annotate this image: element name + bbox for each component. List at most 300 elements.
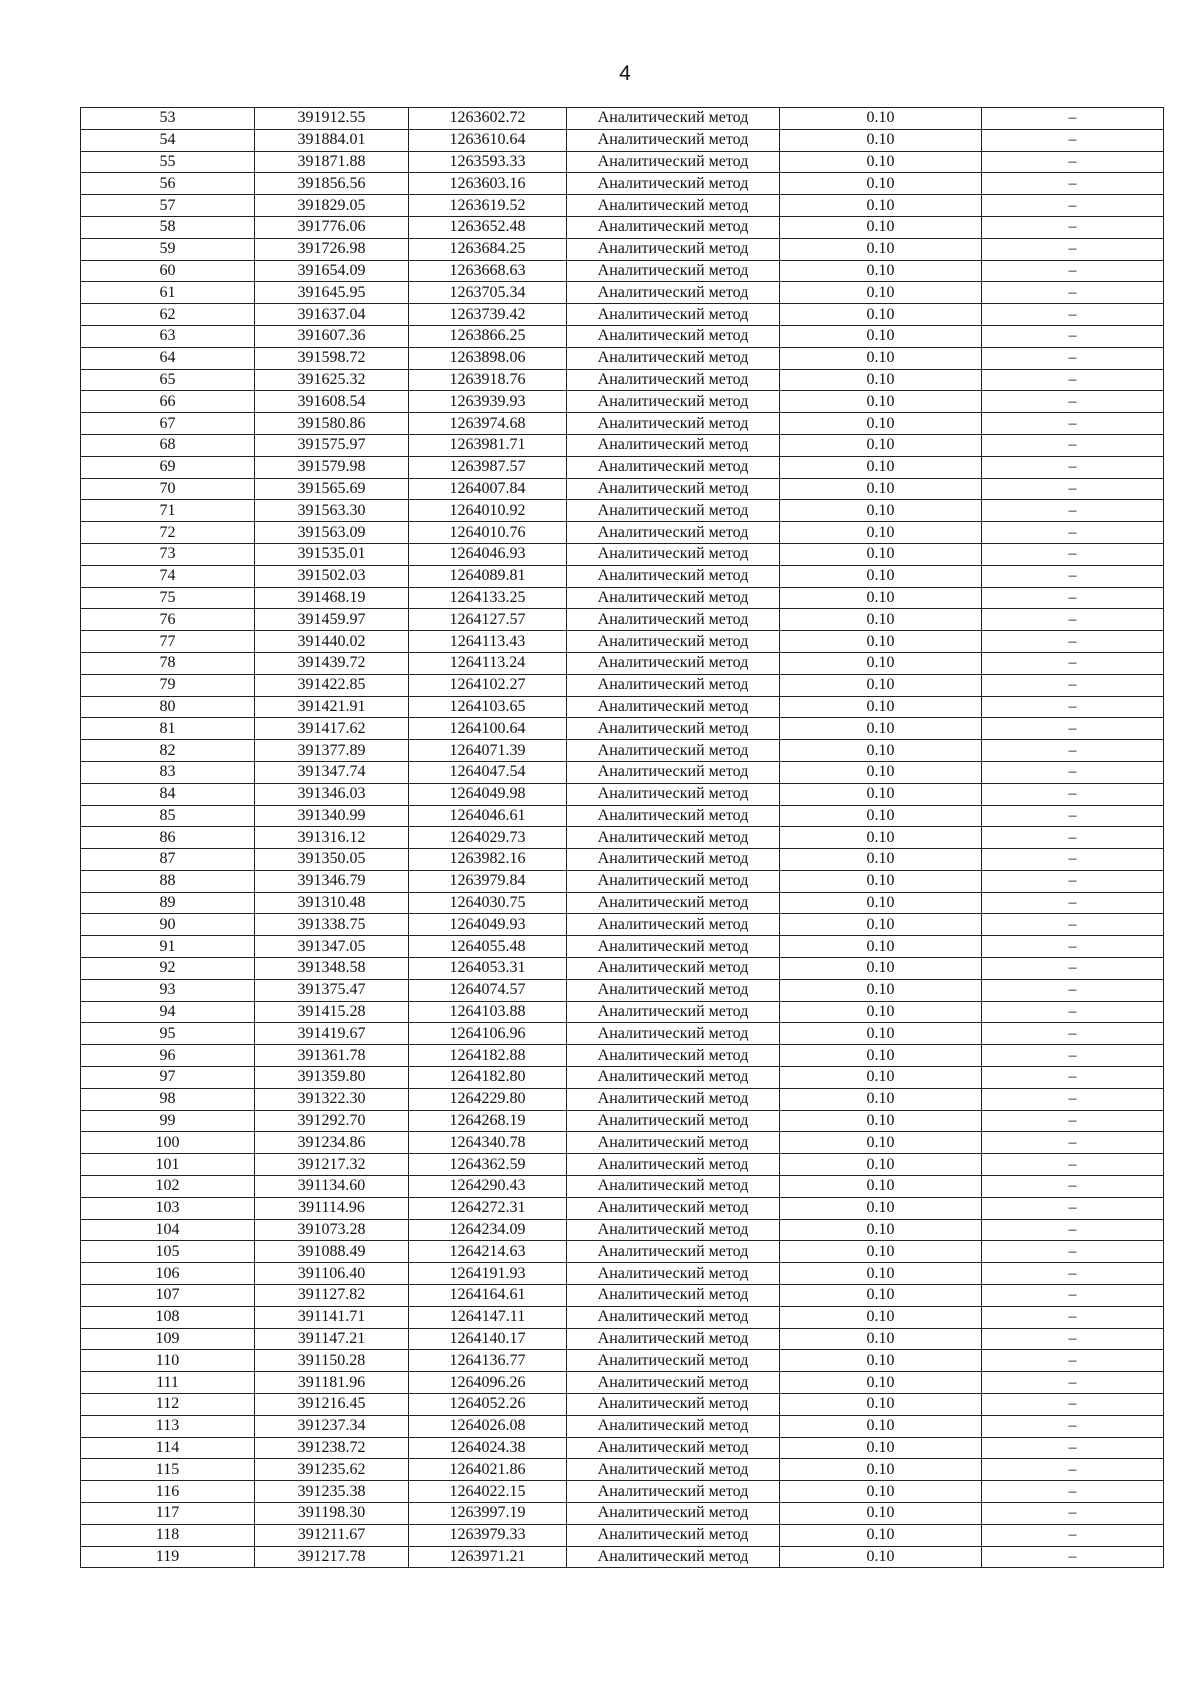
x-coordinate-cell: 391235.62 <box>255 1459 409 1481</box>
method-cell: Аналитический метод <box>567 1110 780 1132</box>
note-cell: – <box>982 1241 1164 1263</box>
table-row <box>81 696 1164 718</box>
note-cell: – <box>982 849 1164 871</box>
error-cell: 0.10 <box>780 1459 982 1481</box>
error-cell: 0.10 <box>780 1372 982 1394</box>
error-cell: 0.10 <box>780 1219 982 1241</box>
method-cell: Аналитический метод <box>567 1481 780 1503</box>
note-cell: – <box>982 1459 1164 1481</box>
point-number-cell: 58 <box>81 216 255 238</box>
point-number-cell: 101 <box>81 1154 255 1176</box>
method-cell: Аналитический метод <box>567 1503 780 1525</box>
point-number-cell: 114 <box>81 1437 255 1459</box>
x-coordinate-cell: 391856.56 <box>255 173 409 195</box>
x-coordinate-cell: 391417.62 <box>255 718 409 740</box>
y-coordinate-cell: 1263979.84 <box>409 870 567 892</box>
point-number-cell: 92 <box>81 958 255 980</box>
table-row <box>81 1503 1164 1525</box>
x-coordinate-cell: 391563.09 <box>255 522 409 544</box>
x-coordinate-cell: 391338.75 <box>255 914 409 936</box>
note-cell: – <box>982 1023 1164 1045</box>
method-cell: Аналитический метод <box>567 1394 780 1416</box>
error-cell: 0.10 <box>780 1503 982 1525</box>
error-cell: 0.10 <box>780 325 982 347</box>
note-cell: – <box>982 129 1164 151</box>
table-row <box>81 1415 1164 1437</box>
error-cell: 0.10 <box>780 151 982 173</box>
point-number-cell: 113 <box>81 1415 255 1437</box>
point-number-cell: 54 <box>81 129 255 151</box>
table-row <box>81 1001 1164 1023</box>
method-cell: Аналитический метод <box>567 413 780 435</box>
note-cell: – <box>982 478 1164 500</box>
table-row <box>81 1350 1164 1372</box>
x-coordinate-cell: 391217.78 <box>255 1546 409 1568</box>
point-number-cell: 76 <box>81 609 255 631</box>
note-cell: – <box>982 609 1164 631</box>
note-cell: – <box>982 522 1164 544</box>
error-cell: 0.10 <box>780 282 982 304</box>
error-cell: 0.10 <box>780 565 982 587</box>
method-cell: Аналитический метод <box>567 1415 780 1437</box>
table-row <box>81 1285 1164 1307</box>
x-coordinate-cell: 391088.49 <box>255 1241 409 1263</box>
note-cell: – <box>982 325 1164 347</box>
note-cell: – <box>982 1219 1164 1241</box>
note-cell: – <box>982 1350 1164 1372</box>
point-number-cell: 96 <box>81 1045 255 1067</box>
table-row <box>81 1154 1164 1176</box>
point-number-cell: 103 <box>81 1197 255 1219</box>
y-coordinate-cell: 1264214.63 <box>409 1241 567 1263</box>
table-row <box>81 500 1164 522</box>
error-cell: 0.10 <box>780 1524 982 1546</box>
table-row <box>81 849 1164 871</box>
table-row <box>81 478 1164 500</box>
x-coordinate-cell: 391292.70 <box>255 1110 409 1132</box>
table-row <box>81 1045 1164 1067</box>
method-cell: Аналитический метод <box>567 870 780 892</box>
note-cell: – <box>982 434 1164 456</box>
x-coordinate-cell: 391422.85 <box>255 674 409 696</box>
point-number-cell: 79 <box>81 674 255 696</box>
table-row <box>81 1176 1164 1198</box>
x-coordinate-cell: 391346.79 <box>255 870 409 892</box>
x-coordinate-cell: 391579.98 <box>255 456 409 478</box>
note-cell: – <box>982 674 1164 696</box>
method-cell: Аналитический метод <box>567 1197 780 1219</box>
x-coordinate-cell: 391073.28 <box>255 1219 409 1241</box>
method-cell: Аналитический метод <box>567 805 780 827</box>
table-row <box>81 1328 1164 1350</box>
point-number-cell: 61 <box>81 282 255 304</box>
y-coordinate-cell: 1264103.65 <box>409 696 567 718</box>
error-cell: 0.10 <box>780 1263 982 1285</box>
method-cell: Аналитический метод <box>567 631 780 653</box>
error-cell: 0.10 <box>780 979 982 1001</box>
x-coordinate-cell: 391580.86 <box>255 413 409 435</box>
y-coordinate-cell: 1263705.34 <box>409 282 567 304</box>
point-number-cell: 78 <box>81 652 255 674</box>
note-cell: – <box>982 631 1164 653</box>
point-number-cell: 110 <box>81 1350 255 1372</box>
point-number-cell: 70 <box>81 478 255 500</box>
x-coordinate-cell: 391468.19 <box>255 587 409 609</box>
error-cell: 0.10 <box>780 740 982 762</box>
method-cell: Аналитический метод <box>567 543 780 565</box>
table-row <box>81 456 1164 478</box>
error-cell: 0.10 <box>780 805 982 827</box>
point-number-cell: 60 <box>81 260 255 282</box>
table-row <box>81 609 1164 631</box>
point-number-cell: 89 <box>81 892 255 914</box>
table-row <box>81 652 1164 674</box>
x-coordinate-cell: 391871.88 <box>255 151 409 173</box>
x-coordinate-cell: 391150.28 <box>255 1350 409 1372</box>
note-cell: – <box>982 195 1164 217</box>
point-number-cell: 116 <box>81 1481 255 1503</box>
table-row <box>81 1132 1164 1154</box>
note-cell: – <box>982 1481 1164 1503</box>
x-coordinate-cell: 391726.98 <box>255 238 409 260</box>
error-cell: 0.10 <box>780 478 982 500</box>
y-coordinate-cell: 1264010.76 <box>409 522 567 544</box>
note-cell: – <box>982 260 1164 282</box>
method-cell: Аналитический метод <box>567 1306 780 1328</box>
error-cell: 0.10 <box>780 522 982 544</box>
note-cell: – <box>982 500 1164 522</box>
note-cell: – <box>982 1328 1164 1350</box>
x-coordinate-cell: 391645.95 <box>255 282 409 304</box>
error-cell: 0.10 <box>780 1350 982 1372</box>
note-cell: – <box>982 1546 1164 1568</box>
error-cell: 0.10 <box>780 347 982 369</box>
method-cell: Аналитический метод <box>567 173 780 195</box>
y-coordinate-cell: 1263898.06 <box>409 347 567 369</box>
point-number-cell: 104 <box>81 1219 255 1241</box>
note-cell: – <box>982 391 1164 413</box>
table-row <box>81 958 1164 980</box>
point-number-cell: 56 <box>81 173 255 195</box>
y-coordinate-cell: 1264024.38 <box>409 1437 567 1459</box>
method-cell: Аналитический метод <box>567 783 780 805</box>
method-cell: Аналитический метод <box>567 827 780 849</box>
method-cell: Аналитический метод <box>567 108 780 130</box>
note-cell: – <box>982 652 1164 674</box>
x-coordinate-cell: 391217.32 <box>255 1154 409 1176</box>
method-cell: Аналитический метод <box>567 652 780 674</box>
x-coordinate-cell: 391310.48 <box>255 892 409 914</box>
y-coordinate-cell: 1264229.80 <box>409 1088 567 1110</box>
point-number-cell: 115 <box>81 1459 255 1481</box>
y-coordinate-cell: 1264022.15 <box>409 1481 567 1503</box>
note-cell: – <box>982 151 1164 173</box>
error-cell: 0.10 <box>780 304 982 326</box>
error-cell: 0.10 <box>780 696 982 718</box>
y-coordinate-cell: 1264113.24 <box>409 652 567 674</box>
x-coordinate-cell: 391234.86 <box>255 1132 409 1154</box>
table-row <box>81 543 1164 565</box>
method-cell: Аналитический метод <box>567 1524 780 1546</box>
table-row <box>81 282 1164 304</box>
table-row <box>81 238 1164 260</box>
point-number-cell: 82 <box>81 740 255 762</box>
error-cell: 0.10 <box>780 1415 982 1437</box>
note-cell: – <box>982 696 1164 718</box>
x-coordinate-cell: 391421.91 <box>255 696 409 718</box>
point-number-cell: 84 <box>81 783 255 805</box>
point-number-cell: 93 <box>81 979 255 1001</box>
table-row <box>81 740 1164 762</box>
method-cell: Аналитический метод <box>567 325 780 347</box>
y-coordinate-cell: 1264007.84 <box>409 478 567 500</box>
method-cell: Аналитический метод <box>567 740 780 762</box>
method-cell: Аналитический метод <box>567 718 780 740</box>
table-row <box>81 522 1164 544</box>
table-row <box>81 151 1164 173</box>
note-cell: – <box>982 979 1164 1001</box>
table-row <box>81 260 1164 282</box>
y-coordinate-cell: 1264147.11 <box>409 1306 567 1328</box>
x-coordinate-cell: 391419.67 <box>255 1023 409 1045</box>
error-cell: 0.10 <box>780 260 982 282</box>
x-coordinate-cell: 391361.78 <box>255 1045 409 1067</box>
method-cell: Аналитический метод <box>567 304 780 326</box>
method-cell: Аналитический метод <box>567 958 780 980</box>
y-coordinate-cell: 1264191.93 <box>409 1263 567 1285</box>
x-coordinate-cell: 391346.03 <box>255 783 409 805</box>
y-coordinate-cell: 1264029.73 <box>409 827 567 849</box>
y-coordinate-cell: 1264071.39 <box>409 740 567 762</box>
point-number-cell: 107 <box>81 1285 255 1307</box>
y-coordinate-cell: 1264127.57 <box>409 609 567 631</box>
point-number-cell: 95 <box>81 1023 255 1045</box>
note-cell: – <box>982 282 1164 304</box>
error-cell: 0.10 <box>780 456 982 478</box>
error-cell: 0.10 <box>780 1154 982 1176</box>
method-cell: Аналитический метод <box>567 761 780 783</box>
note-cell: – <box>982 870 1164 892</box>
method-cell: Аналитический метод <box>567 914 780 936</box>
note-cell: – <box>982 369 1164 391</box>
x-coordinate-cell: 391216.45 <box>255 1394 409 1416</box>
note-cell: – <box>982 1285 1164 1307</box>
error-cell: 0.10 <box>780 238 982 260</box>
x-coordinate-cell: 391322.30 <box>255 1088 409 1110</box>
x-coordinate-cell: 391181.96 <box>255 1372 409 1394</box>
point-number-cell: 100 <box>81 1132 255 1154</box>
x-coordinate-cell: 391884.01 <box>255 129 409 151</box>
x-coordinate-cell: 391347.05 <box>255 936 409 958</box>
method-cell: Аналитический метод <box>567 1023 780 1045</box>
x-coordinate-cell: 391114.96 <box>255 1197 409 1219</box>
point-number-cell: 118 <box>81 1524 255 1546</box>
note-cell: – <box>982 1437 1164 1459</box>
method-cell: Аналитический метод <box>567 260 780 282</box>
error-cell: 0.10 <box>780 108 982 130</box>
table-row <box>81 1023 1164 1045</box>
error-cell: 0.10 <box>780 1067 982 1089</box>
y-coordinate-cell: 1263987.57 <box>409 456 567 478</box>
method-cell: Аналитический метод <box>567 1001 780 1023</box>
method-cell: Аналитический метод <box>567 1263 780 1285</box>
error-cell: 0.10 <box>780 1285 982 1307</box>
method-cell: Аналитический метод <box>567 936 780 958</box>
note-cell: – <box>982 1001 1164 1023</box>
point-number-cell: 106 <box>81 1263 255 1285</box>
table-row <box>81 173 1164 195</box>
x-coordinate-cell: 391535.01 <box>255 543 409 565</box>
point-number-cell: 112 <box>81 1394 255 1416</box>
x-coordinate-cell: 391829.05 <box>255 195 409 217</box>
table-row <box>81 805 1164 827</box>
y-coordinate-cell: 1264106.96 <box>409 1023 567 1045</box>
note-cell: – <box>982 1154 1164 1176</box>
method-cell: Аналитический метод <box>567 1350 780 1372</box>
x-coordinate-cell: 391127.82 <box>255 1285 409 1307</box>
point-number-cell: 119 <box>81 1546 255 1568</box>
y-coordinate-cell: 1264102.27 <box>409 674 567 696</box>
note-cell: – <box>982 1132 1164 1154</box>
point-number-cell: 66 <box>81 391 255 413</box>
y-coordinate-cell: 1264055.48 <box>409 936 567 958</box>
x-coordinate-cell: 391439.72 <box>255 652 409 674</box>
error-cell: 0.10 <box>780 914 982 936</box>
x-coordinate-cell: 391654.09 <box>255 260 409 282</box>
x-coordinate-cell: 391198.30 <box>255 1503 409 1525</box>
method-cell: Аналитический метод <box>567 1546 780 1568</box>
table-row <box>81 216 1164 238</box>
x-coordinate-cell: 391502.03 <box>255 565 409 587</box>
y-coordinate-cell: 1263593.33 <box>409 151 567 173</box>
error-cell: 0.10 <box>780 674 982 696</box>
error-cell: 0.10 <box>780 870 982 892</box>
note-cell: – <box>982 304 1164 326</box>
table-row <box>81 870 1164 892</box>
note-cell: – <box>982 1197 1164 1219</box>
error-cell: 0.10 <box>780 849 982 871</box>
note-cell: – <box>982 1263 1164 1285</box>
error-cell: 0.10 <box>780 1328 982 1350</box>
method-cell: Аналитический метод <box>567 456 780 478</box>
error-cell: 0.10 <box>780 718 982 740</box>
y-coordinate-cell: 1264089.81 <box>409 565 567 587</box>
y-coordinate-cell: 1264133.25 <box>409 587 567 609</box>
table-row <box>81 892 1164 914</box>
table-row <box>81 347 1164 369</box>
y-coordinate-cell: 1264113.43 <box>409 631 567 653</box>
error-cell: 0.10 <box>780 1176 982 1198</box>
error-cell: 0.10 <box>780 413 982 435</box>
table-row <box>81 914 1164 936</box>
y-coordinate-cell: 1264164.61 <box>409 1285 567 1307</box>
note-cell: – <box>982 587 1164 609</box>
error-cell: 0.10 <box>780 1132 982 1154</box>
x-coordinate-cell: 391598.72 <box>255 347 409 369</box>
table-row <box>81 979 1164 1001</box>
x-coordinate-cell: 391912.55 <box>255 108 409 130</box>
point-number-cell: 68 <box>81 434 255 456</box>
y-coordinate-cell: 1263866.25 <box>409 325 567 347</box>
y-coordinate-cell: 1264047.54 <box>409 761 567 783</box>
point-number-cell: 88 <box>81 870 255 892</box>
x-coordinate-cell: 391459.97 <box>255 609 409 631</box>
error-cell: 0.10 <box>780 1394 982 1416</box>
method-cell: Аналитический метод <box>567 1132 780 1154</box>
method-cell: Аналитический метод <box>567 151 780 173</box>
point-number-cell: 55 <box>81 151 255 173</box>
note-cell: – <box>982 108 1164 130</box>
point-number-cell: 83 <box>81 761 255 783</box>
note-cell: – <box>982 740 1164 762</box>
method-cell: Аналитический метод <box>567 216 780 238</box>
y-coordinate-cell: 1264049.93 <box>409 914 567 936</box>
x-coordinate-cell: 391141.71 <box>255 1306 409 1328</box>
y-coordinate-cell: 1263918.76 <box>409 369 567 391</box>
y-coordinate-cell: 1264052.26 <box>409 1394 567 1416</box>
x-coordinate-cell: 391637.04 <box>255 304 409 326</box>
table-row <box>81 761 1164 783</box>
point-number-cell: 85 <box>81 805 255 827</box>
method-cell: Аналитический метод <box>567 1459 780 1481</box>
error-cell: 0.10 <box>780 1241 982 1263</box>
y-coordinate-cell: 1263982.16 <box>409 849 567 871</box>
error-cell: 0.10 <box>780 1110 982 1132</box>
point-number-cell: 109 <box>81 1328 255 1350</box>
y-coordinate-cell: 1264136.77 <box>409 1350 567 1372</box>
x-coordinate-cell: 391375.47 <box>255 979 409 1001</box>
method-cell: Аналитический метод <box>567 282 780 304</box>
note-cell: – <box>982 1306 1164 1328</box>
x-coordinate-cell: 391147.21 <box>255 1328 409 1350</box>
y-coordinate-cell: 1264049.98 <box>409 783 567 805</box>
table-row <box>81 195 1164 217</box>
x-coordinate-cell: 391238.72 <box>255 1437 409 1459</box>
method-cell: Аналитический метод <box>567 1437 780 1459</box>
method-cell: Аналитический метод <box>567 522 780 544</box>
method-cell: Аналитический метод <box>567 347 780 369</box>
note-cell: – <box>982 1394 1164 1416</box>
method-cell: Аналитический метод <box>567 674 780 696</box>
point-number-cell: 53 <box>81 108 255 130</box>
point-number-cell: 65 <box>81 369 255 391</box>
note-cell: – <box>982 958 1164 980</box>
method-cell: Аналитический метод <box>567 369 780 391</box>
point-number-cell: 67 <box>81 413 255 435</box>
error-cell: 0.10 <box>780 892 982 914</box>
x-coordinate-cell: 391237.34 <box>255 1415 409 1437</box>
method-cell: Аналитический метод <box>567 587 780 609</box>
y-coordinate-cell: 1263603.16 <box>409 173 567 195</box>
note-cell: – <box>982 216 1164 238</box>
point-number-cell: 81 <box>81 718 255 740</box>
table-row <box>81 1394 1164 1416</box>
table-row <box>81 631 1164 653</box>
error-cell: 0.10 <box>780 129 982 151</box>
method-cell: Аналитический метод <box>567 238 780 260</box>
x-coordinate-cell: 391316.12 <box>255 827 409 849</box>
point-number-cell: 90 <box>81 914 255 936</box>
note-cell: – <box>982 173 1164 195</box>
y-coordinate-cell: 1264030.75 <box>409 892 567 914</box>
note-cell: – <box>982 1176 1164 1198</box>
table-row <box>81 1459 1164 1481</box>
y-coordinate-cell: 1264290.43 <box>409 1176 567 1198</box>
method-cell: Аналитический метод <box>567 1372 780 1394</box>
note-cell: – <box>982 1045 1164 1067</box>
error-cell: 0.10 <box>780 1001 982 1023</box>
error-cell: 0.10 <box>780 652 982 674</box>
